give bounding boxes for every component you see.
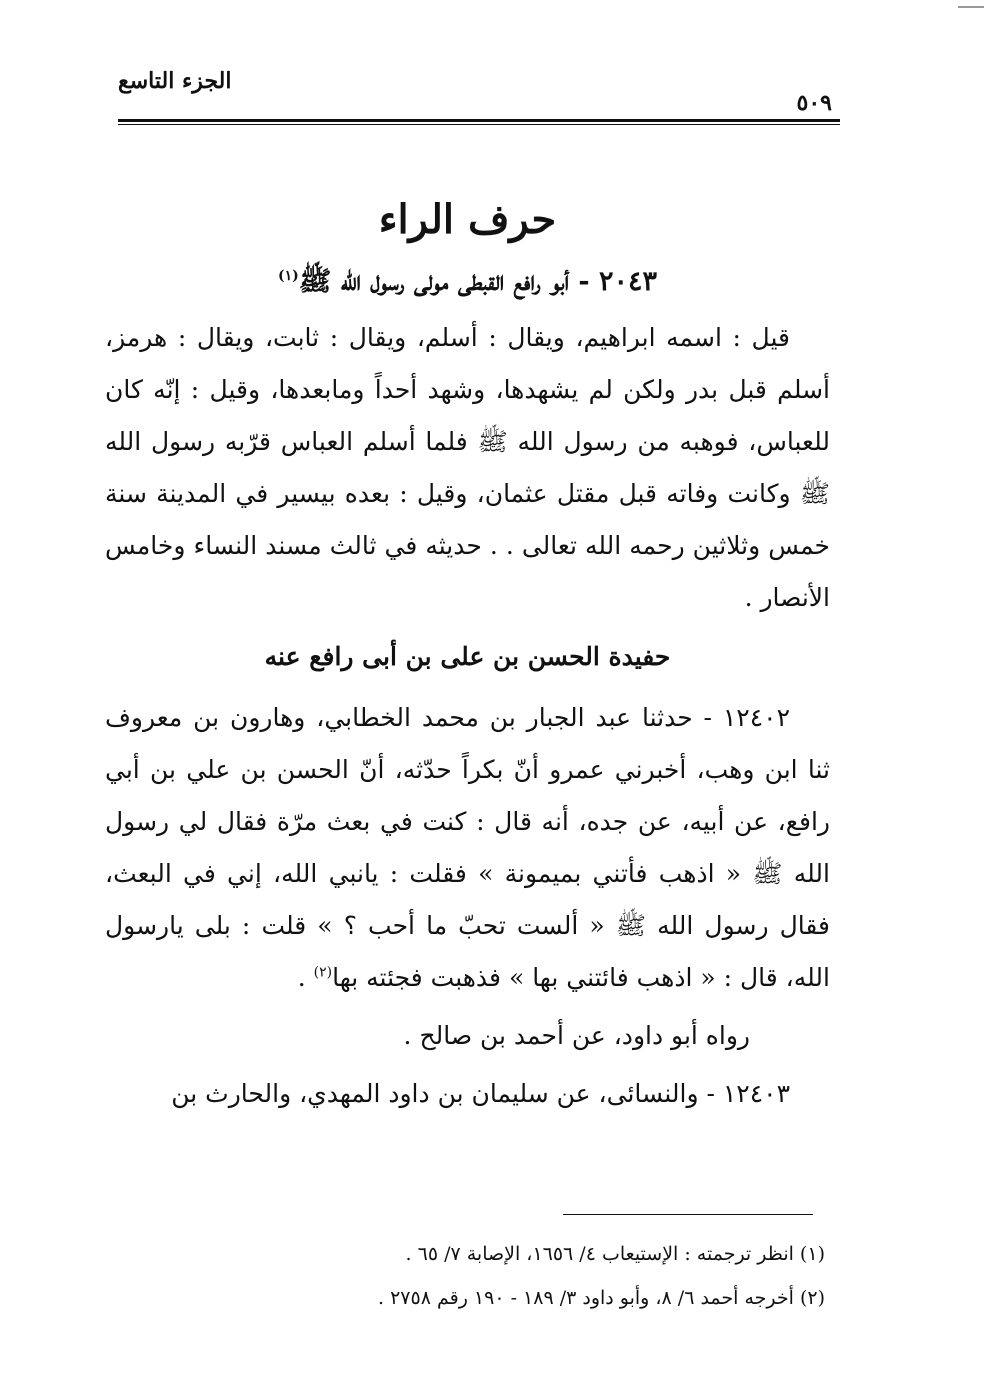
footnote-1: (١) انظر ترجمته : الإستيعاب ٤/ ١٦٥٦، الإصابة ٧/ ٦٥ . — [405, 1243, 825, 1265]
header-rule — [118, 119, 840, 122]
footnote-rule — [563, 1214, 813, 1215]
entry-heading — [105, 258, 830, 306]
footnotes — [200, 1232, 825, 1320]
entry-body: قيل : اسمه ابراهيم، ويقال : أسلم، ويقال : ثابت، ويقال : هرمز، أسلم قبل بدر ولكن لم يشهدها، وشهد أحداً ومابعدها، وقيل : إنّه كان للعباس، فوهبه من رسول الله ﷺ فلما أسلم العباس قرّبه رسول الله ﷺ وكانت وفاته قبل مقتل عثمان، وقيل : بعده بيسير في المدينة سنة خمس وثلاثين رحمه الله تعالى . . حديثه في ثالث مسند النساء وخامس الأنصار . — [105, 323, 830, 612]
hadith-12402 — [105, 692, 830, 1004]
running-title: الجزء التاسع — [118, 68, 232, 94]
entry-heading-text: ٢٠٤٣ - أبو رافع القبطى مولى رسول الله ﷺ — [298, 266, 658, 297]
sub-heading: حفيدة الحسن بن على بن أبى رافع عنه — [264, 642, 671, 671]
narration-line: رواه أبو داود، عن أحمد بن صالح . — [403, 1021, 750, 1050]
footnote-ref-2: (٢) — [313, 964, 333, 981]
hadith-12402-ending: . — [297, 963, 314, 992]
header-rule-thin — [118, 124, 840, 125]
page-number: ٥٠٩ — [796, 90, 832, 116]
hadith-12403: ١٢٤٠٣ - والنسائى، عن سليمان بن داود المهدي، والحارث بن — [171, 1079, 790, 1108]
hadith-12402-text: ١٢٤٠٢ - حدثنا عبد الجبار بن محمد الخطابي، وهارون بن معروف ثنا ابن وهب، أخبرني عمرو أنّ بكراً حدّثه، أنّ الحسن بن علي بن أبي رافع، عن أبيه، عن جده، أنه قال : كنت في بعث مرّة فقال لي رسول الله ﷺ « اذهب فأتني بميمونة » فقلت : يانبي الله، إني في البعث، فقال رسول الله ﷺ « ألست تحبّ ما أحب ؟ » قلت : بلى يارسول الله، قال : « اذهب فائتني بها » فذهبت فجئته بها — [105, 703, 830, 992]
footnote-2: (٢) أخرجه أحمد ٦/ ٨، وأبو داود ٣/ ١٨٩ - ١٩٠ رقم ٢٧٥٨ . — [378, 1287, 825, 1309]
page-header — [118, 68, 840, 120]
section-title: حرف الراء — [378, 196, 557, 243]
scan-mark — [958, 6, 984, 8]
footnote-ref-1: (١) — [277, 268, 299, 284]
main-text — [105, 190, 830, 1120]
